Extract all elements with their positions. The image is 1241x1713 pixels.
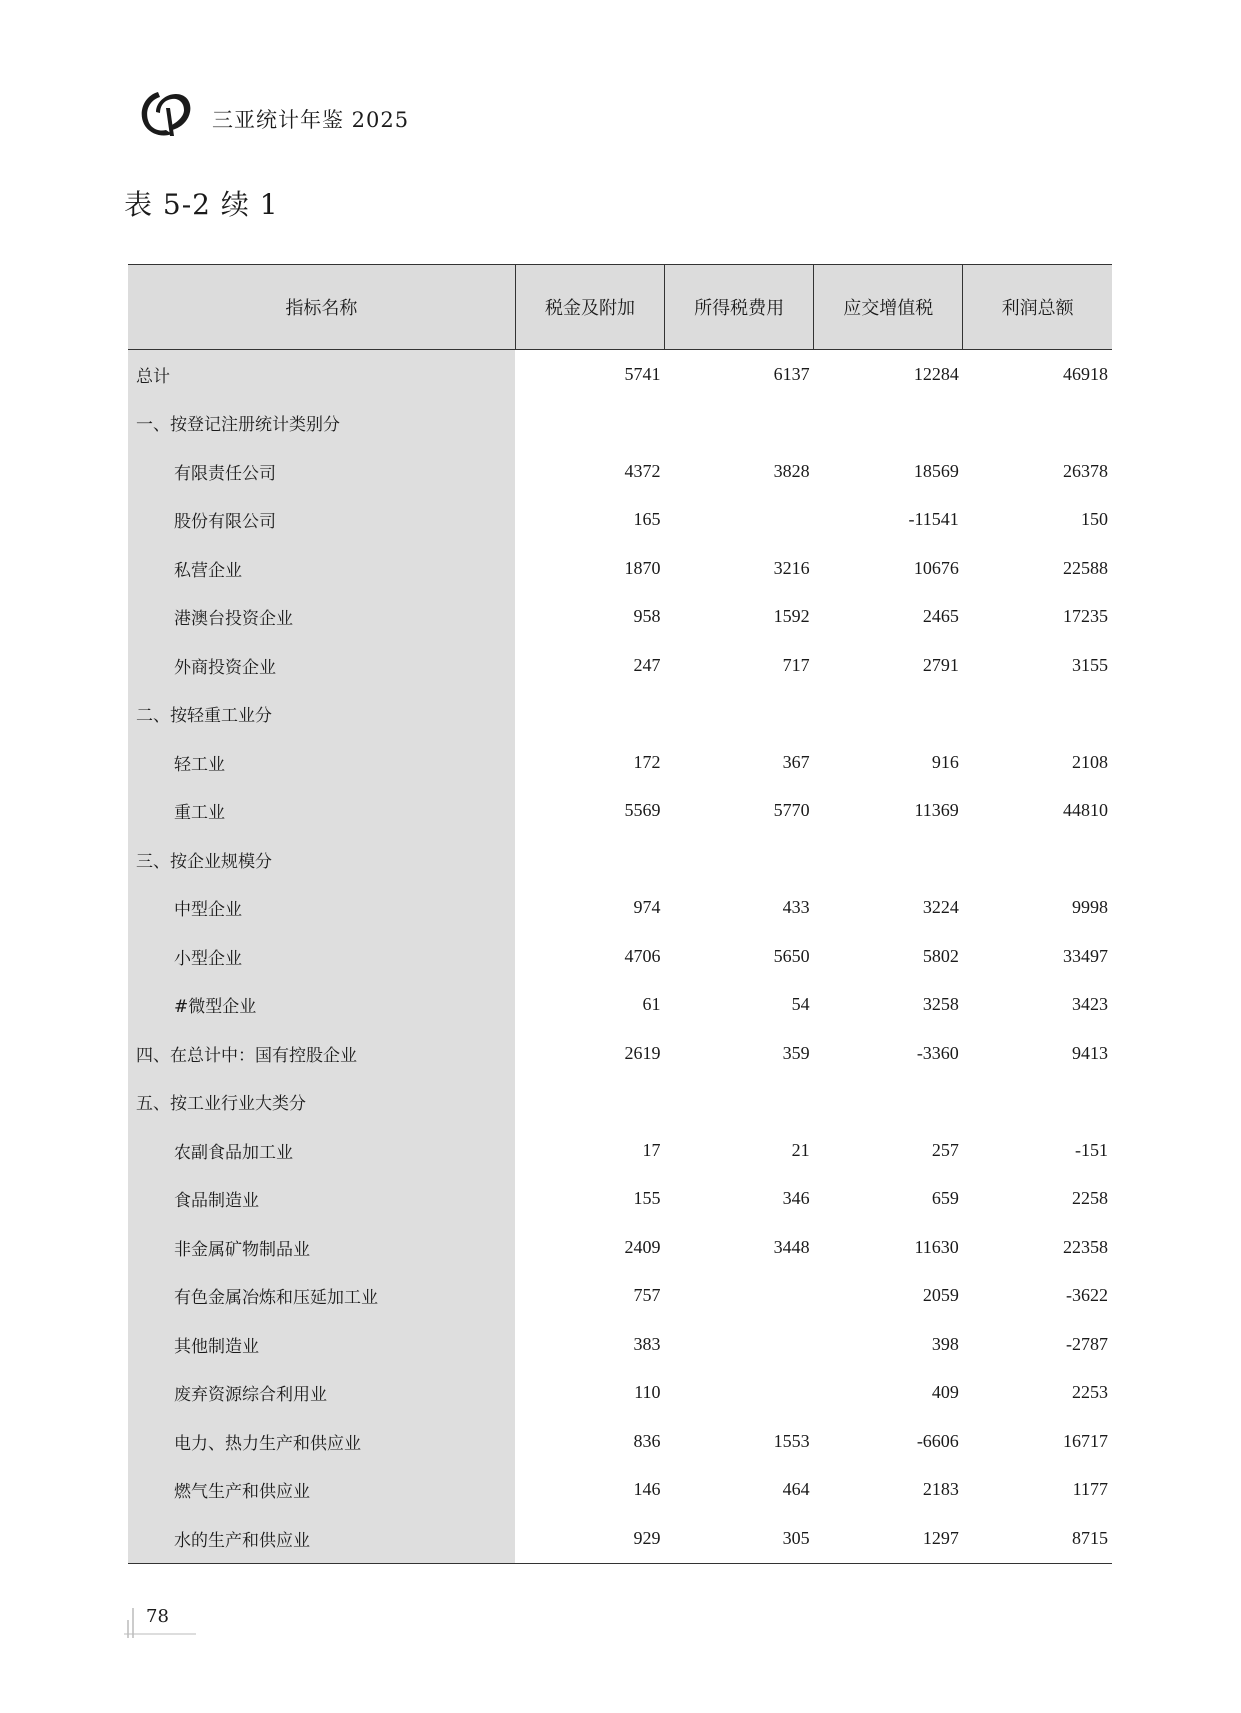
cell-value: 2108 [1072, 751, 1108, 772]
cell-value: 757 [633, 1285, 661, 1306]
cell-value: -2787 [1066, 1333, 1108, 1354]
cell-value: 5741 [624, 363, 661, 384]
page-number: 78 [146, 1606, 169, 1627]
cell-value: 305 [665, 1514, 814, 1563]
row-label: 三、按企业规模分 [128, 835, 515, 884]
cell-value [814, 690, 963, 739]
cell-value: -3622 [1066, 1285, 1108, 1306]
statistics-table [128, 264, 1112, 1564]
cell-value: 3448 [773, 1236, 810, 1257]
cell-value: 17 [642, 1139, 661, 1160]
cell-value: -151 [1075, 1139, 1108, 1160]
cell-value: 21 [791, 1139, 810, 1160]
cell-value: 5569 [624, 800, 661, 821]
column-header-taxes-surcharges: 税金及附加 [515, 265, 664, 350]
cell-value: 433 [782, 897, 810, 918]
cell-value [963, 690, 1112, 739]
table-row [128, 1369, 1112, 1418]
table-row [128, 1466, 1112, 1515]
cell-value: 2258 [1072, 1188, 1108, 1209]
cell-value: 33497 [1063, 945, 1108, 966]
cell-value: 958 [633, 606, 661, 627]
table-row [128, 1175, 1112, 1224]
cell-value: 8715 [963, 1514, 1112, 1563]
column-header-income-tax: 所得税费用 [665, 265, 814, 350]
cell-value: 2465 [922, 606, 959, 627]
row-label: 重工业 [128, 787, 515, 836]
cell-value: 398 [931, 1333, 959, 1354]
cell-value [814, 399, 963, 448]
table-row [128, 884, 1112, 933]
cell-value: 1870 [624, 557, 661, 578]
cell-value [665, 1320, 814, 1369]
cell-value [665, 835, 814, 884]
table-row [128, 1223, 1112, 1272]
row-label: 小型企业 [128, 932, 515, 981]
table-row [128, 399, 1112, 448]
row-label: 四、在总计中：国有控股企业 [128, 1029, 515, 1078]
row-label: 股份有限公司 [128, 496, 515, 545]
cell-value: 3423 [1072, 994, 1108, 1015]
cell-value: 54 [791, 994, 810, 1015]
row-label: 非金属矿物制品业 [128, 1223, 515, 1272]
table-row [128, 981, 1112, 1030]
cell-value [814, 835, 963, 884]
cell-value [515, 690, 664, 739]
row-label: 有色金属冶炼和压延加工业 [128, 1272, 515, 1321]
cell-value [665, 496, 814, 545]
cell-value: 1177 [1072, 1479, 1108, 1500]
cell-value: 3216 [773, 557, 810, 578]
row-label: 二、按轻重工业分 [128, 690, 515, 739]
row-label: 外商投资企业 [128, 641, 515, 690]
cell-value: 16717 [1063, 1430, 1108, 1451]
cell-value [963, 835, 1112, 884]
cell-value: 22358 [1063, 1236, 1108, 1257]
row-label: 电力、热力生产和供应业 [128, 1417, 515, 1466]
cell-value: 22588 [1063, 557, 1108, 578]
cell-value [963, 1078, 1112, 1127]
table-row [128, 1126, 1112, 1175]
cell-value: 61 [642, 994, 661, 1015]
table-row [128, 593, 1112, 642]
cell-value: 172 [633, 751, 661, 772]
cell-value: 2183 [922, 1479, 959, 1500]
cell-value: 2409 [624, 1236, 661, 1257]
cell-value: 2791 [922, 654, 959, 675]
cell-value: 1592 [773, 606, 810, 627]
cell-value: 5802 [922, 945, 959, 966]
cell-value: 717 [782, 654, 810, 675]
cell-value [515, 1078, 664, 1127]
cell-value [515, 835, 664, 884]
yearbook-logo-icon [136, 86, 194, 142]
cell-value: 18569 [913, 460, 959, 481]
book-title: 三亚统计年鉴 2025 [212, 108, 410, 132]
table-row [128, 496, 1112, 545]
cell-value [963, 399, 1112, 448]
cell-value: 12284 [913, 363, 959, 384]
table-row [128, 738, 1112, 787]
row-label: 农副食品加工业 [128, 1126, 515, 1175]
cell-value: 1553 [773, 1430, 810, 1451]
cell-value [665, 1078, 814, 1127]
cell-value [665, 690, 814, 739]
row-label: 中型企业 [128, 884, 515, 933]
table-header-row [128, 265, 1112, 350]
cell-value: 916 [931, 751, 959, 772]
row-label: 食品制造业 [128, 1175, 515, 1224]
column-header-total-profit: 利润总额 [963, 265, 1112, 350]
cell-value: 4372 [624, 460, 661, 481]
cell-value [814, 1078, 963, 1127]
table-row [128, 690, 1112, 739]
cell-value: 26378 [1063, 460, 1108, 481]
row-label: #微型企业 [128, 981, 515, 1030]
cell-value: 2253 [1072, 1382, 1108, 1403]
cell-value: 257 [931, 1139, 959, 1160]
cell-value [515, 399, 664, 448]
table-row [128, 1514, 1112, 1563]
cell-value: 4706 [624, 945, 661, 966]
cell-value: 44810 [1063, 800, 1108, 821]
cell-value: 409 [931, 1382, 959, 1403]
row-label: 有限责任公司 [128, 447, 515, 496]
cell-value: 247 [633, 654, 661, 675]
cell-value: 3258 [922, 994, 959, 1015]
cell-value: 929 [515, 1514, 664, 1563]
row-label: 五、按工业行业大类分 [128, 1078, 515, 1127]
cell-value: 46918 [1063, 363, 1108, 384]
cell-value: 3828 [773, 460, 810, 481]
table-row [128, 1272, 1112, 1321]
table-row [128, 350, 1112, 399]
cell-value [665, 1272, 814, 1321]
table-row [128, 1320, 1112, 1369]
row-label: 轻工业 [128, 738, 515, 787]
cell-value: 110 [634, 1382, 661, 1403]
cell-value: 359 [782, 1042, 810, 1063]
row-label: 港澳台投资企业 [128, 593, 515, 642]
cell-value: 2059 [922, 1285, 959, 1306]
cell-value: 9998 [1072, 897, 1108, 918]
row-label: 一、按登记注册统计类别分 [128, 399, 515, 448]
row-label: 私营企业 [128, 544, 515, 593]
cell-value: 165 [633, 509, 661, 530]
cell-value: 3224 [922, 897, 959, 918]
row-label: 燃气生产和供应业 [128, 1466, 515, 1515]
cell-value: -6606 [916, 1430, 959, 1451]
cell-value: 659 [931, 1188, 959, 1209]
cell-value: 974 [633, 897, 661, 918]
table-row [128, 641, 1112, 690]
cell-value: 836 [633, 1430, 661, 1451]
table-row [128, 1029, 1112, 1078]
row-label: 其他制造业 [128, 1320, 515, 1369]
cell-value: 464 [782, 1479, 810, 1500]
cell-value: 146 [633, 1479, 661, 1500]
cell-value: 383 [633, 1333, 661, 1354]
table-row [128, 544, 1112, 593]
cell-value [665, 1369, 814, 1418]
column-header-indicator: 指标名称 [128, 265, 515, 350]
cell-value: 367 [782, 751, 810, 772]
cell-value [665, 399, 814, 448]
row-label: 水的生产和供应业 [128, 1514, 515, 1563]
row-label: 总计 [128, 350, 515, 399]
cell-value: 5770 [773, 800, 810, 821]
cell-value: 3155 [1072, 654, 1108, 675]
column-header-vat-payable: 应交增值税 [814, 265, 963, 350]
cell-value: 346 [782, 1188, 810, 1209]
cell-value: 11630 [914, 1236, 959, 1257]
table-row [128, 447, 1112, 496]
cell-value: 150 [1081, 509, 1108, 530]
cell-value: 2619 [624, 1042, 661, 1063]
table-row [128, 1417, 1112, 1466]
table-title: 表 5-2 续 1 [124, 188, 279, 221]
cell-value: 10676 [913, 557, 959, 578]
row-label: 废弃资源综合利用业 [128, 1369, 515, 1418]
table-row [128, 932, 1112, 981]
cell-value: 5650 [773, 945, 810, 966]
cell-value: 155 [633, 1188, 661, 1209]
cell-value: 1297 [814, 1514, 963, 1563]
cell-value: 17235 [1063, 606, 1108, 627]
cell-value: 6137 [773, 363, 810, 384]
cell-value: -11541 [908, 509, 959, 530]
table-row [128, 787, 1112, 836]
table-row [128, 835, 1112, 884]
cell-value: -3360 [916, 1042, 959, 1063]
cell-value: 11369 [914, 800, 959, 821]
table-row [128, 1078, 1112, 1127]
cell-value: 9413 [1072, 1042, 1108, 1063]
